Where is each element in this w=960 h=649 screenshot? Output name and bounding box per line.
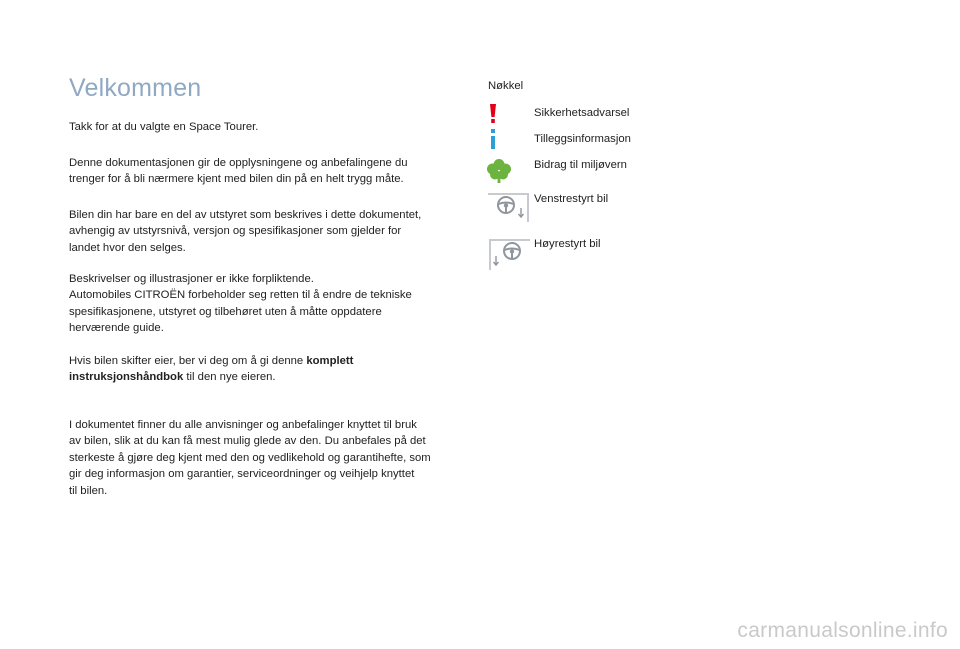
legend-title: Nøkkel	[488, 80, 524, 92]
text-line: avhengig av utstyrsnivå, versjon og spesifikasjoner som gjelder for	[69, 225, 402, 238]
bold-text: instruksjonshåndbok	[69, 371, 184, 384]
text-line: I dokumentet finner du alle anvisninger og anbefalinger knyttet til bruk	[69, 419, 417, 431]
legend-label-additional-info: Tilleggsinformasjon	[534, 133, 631, 145]
left-hand-drive-icon	[488, 192, 530, 227]
text-line	[69, 369, 469, 385]
environment-leaf-icon	[486, 158, 512, 189]
text-line: Bilen din har bare en del av utstyret som beskrives i dette dokumentet,	[69, 209, 422, 221]
page-title: Velkommen	[69, 74, 202, 102]
legend-label-environment: Bidrag til miljøvern	[534, 159, 627, 171]
intro-paragraph-6	[69, 417, 469, 499]
watermark-text: carmanualsonline.info	[737, 619, 948, 642]
text-line: herværende guide.	[69, 322, 164, 335]
legend-label-left-hand-drive: Venstrestyrt bil	[534, 193, 609, 205]
intro-paragraph-2	[69, 155, 469, 188]
legend-label-safety-warning: Sikkerhetsadvarsel	[534, 107, 630, 119]
text-line: Takk for at du valgte en Space Tourer.	[69, 121, 259, 133]
intro-paragraph-3	[69, 207, 469, 256]
text-line: til bilen.	[69, 484, 108, 497]
bold-text: komplett	[306, 355, 354, 367]
text-line	[69, 353, 469, 369]
text-segment: Hvis bilen skifter eier, ber vi deg om å gi denne	[69, 355, 307, 367]
text-line: Beskrivelser og illustrasjoner er ikke forpliktende.	[69, 273, 314, 285]
right-hand-drive-icon	[488, 238, 530, 275]
legend-label-right-hand-drive: Høyrestyrt bil	[534, 238, 601, 250]
intro-paragraph-5	[69, 353, 469, 386]
text-line: landet hvor den selges.	[69, 241, 186, 254]
text-line: sterkeste å gjøre deg kjent med den og vedlikehold og garantihefte, som	[69, 451, 431, 464]
info-icon	[488, 129, 498, 154]
text-line: av bilen, slik at du kan få mest mulig glede av den. Du anbefales på det	[69, 435, 426, 448]
text-line: Automobiles CITROËN forbeholder seg retten til å endre de tekniske	[69, 289, 412, 302]
text-segment: til den nye eieren.	[183, 371, 276, 384]
text-line: spesifikasjonene, utstyret og tilbehøret uten å måtte oppdatere	[69, 305, 382, 318]
intro-paragraph-1	[69, 119, 469, 135]
text-line: gir deg informasjon om garantier, serviceordninger og veihjelp knyttet	[69, 468, 415, 481]
text-line: Denne dokumentasjonen gir de opplysningene og anbefalingene du	[69, 157, 408, 169]
intro-paragraph-4	[69, 271, 469, 337]
warning-exclamation-icon	[488, 104, 498, 129]
text-line: trenger for å bli nærmere kjent med bilen din på en helt trygg måte.	[69, 173, 404, 186]
